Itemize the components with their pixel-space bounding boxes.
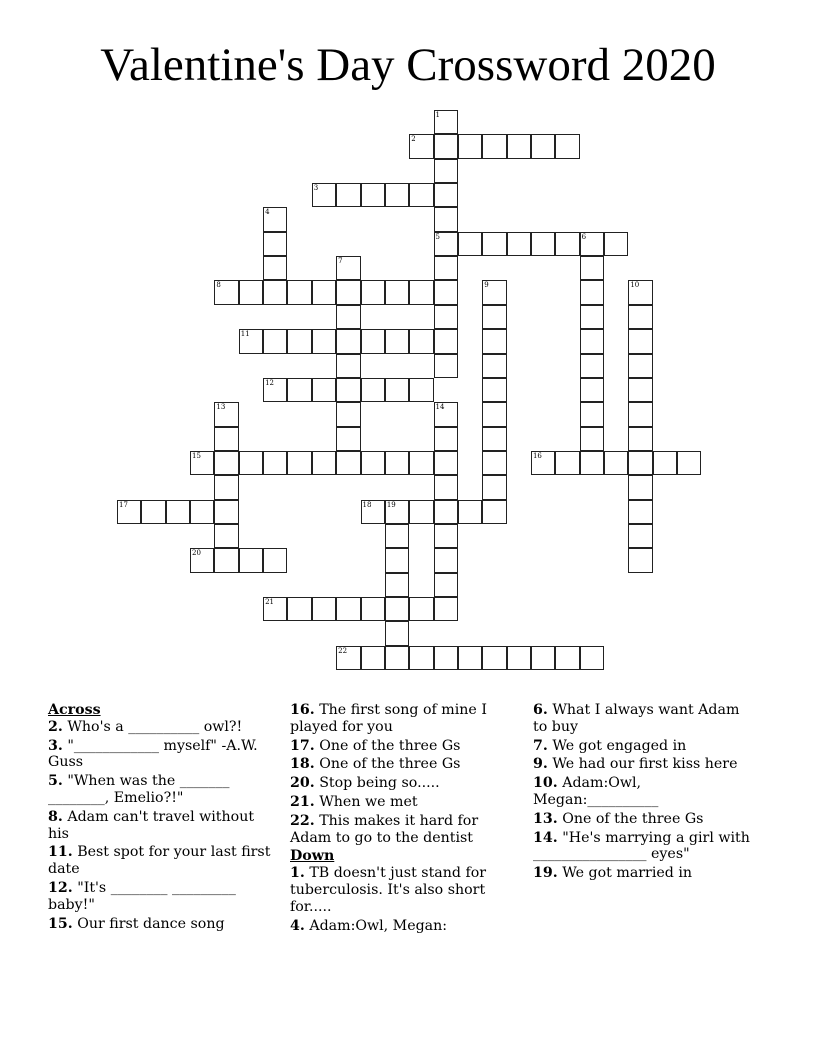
grid-cell[interactable] [628,280,652,304]
grid-cell[interactable] [409,451,433,475]
grid-cell[interactable] [336,597,360,621]
clue-number: 18. [290,756,315,773]
grid-cell[interactable] [336,183,360,207]
cell-number: 22 [338,646,348,655]
grid-cell[interactable] [434,280,458,304]
grid-cell[interactable] [482,329,506,353]
clue-number: 11. [48,844,73,861]
grid-cell[interactable] [117,500,141,524]
clue-number: 8. [48,808,63,825]
clue-number: 14. [533,829,558,846]
grid-cell[interactable] [336,402,360,426]
cell-number: 14 [435,403,445,412]
grid-cell[interactable] [434,573,458,597]
grid-cell[interactable] [434,329,458,353]
grid-cell[interactable] [628,402,652,426]
grid-cell[interactable] [628,329,652,353]
grid-cell[interactable] [482,475,506,499]
grid-cell[interactable] [336,280,360,304]
grid-cell[interactable] [409,378,433,402]
grid-cell[interactable] [263,548,287,572]
grid-cell[interactable] [190,451,214,475]
grid-cell[interactable] [385,597,409,621]
clue-number: 17. [290,737,315,754]
grid-cell[interactable] [361,329,385,353]
grid-cell[interactable] [458,134,482,158]
clue-text: What I always want Adam to buy [533,702,740,735]
grid-cell[interactable] [434,305,458,329]
grid-cell[interactable] [628,305,652,329]
grid-cell[interactable] [434,500,458,524]
down-clue [533,702,758,736]
cell-number: 8 [216,281,221,290]
grid-cell[interactable] [312,183,336,207]
grid-cell[interactable] [628,354,652,378]
grid-cell[interactable] [385,646,409,670]
grid-cell[interactable] [361,280,385,304]
grid-cell[interactable] [385,451,409,475]
grid-cell[interactable] [555,646,579,670]
grid-cell[interactable] [287,597,311,621]
clue-text: We got engaged in [552,737,687,754]
across-clue [290,738,515,755]
grid-cell[interactable] [482,451,506,475]
cell-number: 5 [435,232,441,241]
clue-text: Stop being so..... [319,775,440,792]
cell-number: 12 [265,378,275,387]
clue-number: 21. [290,793,315,810]
grid-cell[interactable] [312,280,336,304]
grid-cell[interactable] [555,232,579,256]
grid-cell[interactable] [434,524,458,548]
grid-cell[interactable] [482,427,506,451]
grid-cell[interactable] [312,378,336,402]
clue-number: 15. [48,915,73,932]
grid-cell[interactable] [604,232,628,256]
grid-cell[interactable] [434,354,458,378]
grid-cell[interactable] [287,329,311,353]
grid-cell[interactable] [312,597,336,621]
grid-cell[interactable] [555,451,579,475]
grid-cell[interactable] [166,500,190,524]
down-clue [533,865,758,882]
grid-cell[interactable] [409,280,433,304]
grid-cell[interactable] [190,500,214,524]
grid-cell[interactable] [458,500,482,524]
clue-text: "He's marrying a girl with ________________ eyes" [533,829,750,863]
cell-number: 1 [435,111,441,119]
grid-cell[interactable] [190,548,214,572]
grid-cell[interactable] [239,280,263,304]
grid-cell[interactable] [482,378,506,402]
grid-cell[interactable] [628,524,652,548]
grid-cell[interactable] [361,597,385,621]
grid-cell[interactable] [263,232,287,256]
grid-cell[interactable] [361,646,385,670]
grid-cell[interactable] [385,548,409,572]
clue-text: One of the three Gs [319,737,461,754]
grid-cell[interactable] [263,378,287,402]
grid-cell[interactable] [287,378,311,402]
grid-cell[interactable] [434,646,458,670]
grid-cell[interactable] [336,646,360,670]
clue-number: 3. [48,737,63,754]
grid-cell[interactable] [434,232,458,256]
grid-cell[interactable] [555,134,579,158]
grid-cell[interactable] [214,475,238,499]
grid-cell[interactable] [628,548,652,572]
grid-cell[interactable] [458,232,482,256]
cell-number: 15 [192,451,201,460]
clue-number: 13. [533,810,558,827]
cell-number: 10 [630,281,640,290]
clue-text: Who's a __________ owl?! [67,718,243,735]
clue-text: We got married in [562,865,693,882]
grid-cell[interactable] [385,524,409,548]
across-clue [48,916,273,933]
clue-text: One of the three Gs [562,810,704,827]
grid-cell[interactable] [409,500,433,524]
grid-cell[interactable] [263,329,287,353]
grid-cell[interactable] [434,256,458,280]
cell-number: 19 [386,500,396,509]
clue-text: Our first dance song [77,915,225,932]
clue-text: We had our first kiss here [552,756,738,773]
cell-number: 20 [192,549,201,558]
grid-cell[interactable] [434,451,458,475]
down-heading: Down [290,848,335,865]
grid-cell[interactable] [214,524,238,548]
cell-number: 9 [484,281,489,290]
down-clue [290,918,515,935]
grid-cell[interactable] [336,427,360,451]
clues-column-2 [290,702,515,936]
cell-number: 2 [411,135,416,144]
across-clue [48,773,273,807]
down-clue [533,775,758,809]
grid-cell[interactable] [580,402,604,426]
grid-cell[interactable] [580,232,604,256]
grid-cell[interactable] [385,621,409,645]
cell-number: 6 [581,232,587,241]
grid-cell[interactable] [385,280,409,304]
grid-cell[interactable] [214,402,238,426]
grid-cell[interactable] [214,427,238,451]
grid-cell[interactable] [580,256,604,280]
clue-text: "When was the _______ ________, Emelio?!" [48,773,230,806]
down-clue [533,811,758,828]
grid-cell[interactable] [385,183,409,207]
grid-cell[interactable] [531,646,555,670]
grid-cell[interactable] [434,134,458,158]
across-clue [290,775,515,792]
grid-cell[interactable] [409,183,433,207]
clue-number: 6. [533,702,548,718]
clue-number: 4. [290,917,305,934]
page-title: Valentine's Day Crossword 2020 [100,39,716,91]
across-clue [290,756,515,773]
grid-cell[interactable] [628,427,652,451]
across-clue [48,809,273,843]
grid-cell[interactable] [580,646,604,670]
grid-cell[interactable] [482,305,506,329]
clue-number: 2. [48,718,63,735]
clue-number: 16. [290,702,315,718]
grid-cell[interactable] [434,427,458,451]
grid-cell[interactable] [434,475,458,499]
grid-cell[interactable] [361,183,385,207]
clue-number: 10. [533,775,558,792]
grid-cell[interactable] [434,110,458,134]
grid-cell[interactable] [482,354,506,378]
grid-cell[interactable] [482,646,506,670]
clue-number: 7. [533,737,548,754]
grid-cell[interactable] [239,329,263,353]
grid-cell[interactable] [361,378,385,402]
grid-cell[interactable] [628,378,652,402]
grid-cell[interactable] [482,134,506,158]
grid-cell[interactable] [434,597,458,621]
down-clue [533,738,758,755]
grid-cell[interactable] [580,451,604,475]
grid-cell[interactable] [580,378,604,402]
down-clue [533,830,758,864]
grid-cell[interactable] [409,597,433,621]
clue-text: Adam:Owl, Megan: [309,917,448,934]
grid-cell[interactable] [604,451,628,475]
grid-cell[interactable] [239,451,263,475]
grid-cell[interactable] [434,207,458,231]
clues-column-3 [533,702,758,884]
grid-cell[interactable] [385,500,409,524]
cell-number: 18 [362,500,372,509]
grid-cell[interactable] [214,500,238,524]
across-clue [290,702,515,736]
across-clue [48,719,273,736]
grid-cell[interactable] [214,548,238,572]
grid-cell[interactable] [507,646,531,670]
across-clue [290,813,515,847]
grid-cell[interactable] [336,305,360,329]
clue-text: When we met [319,793,418,810]
grid-cell[interactable] [580,329,604,353]
across-clue [48,880,273,914]
grid-cell[interactable] [263,280,287,304]
down-clue [533,756,758,773]
grid-cell[interactable] [628,451,652,475]
grid-cell[interactable] [628,475,652,499]
grid-cell[interactable] [482,402,506,426]
clue-number: 1. [290,865,305,882]
grid-cell[interactable] [361,500,385,524]
grid-cell[interactable] [385,329,409,353]
clue-number: 20. [290,775,315,792]
clues-column-1 [48,702,273,934]
cell-number: 3 [313,184,319,193]
grid-cell[interactable] [482,280,506,304]
cell-number: 11 [240,330,250,339]
grid-cell[interactable] [580,280,604,304]
across-clue [48,844,273,878]
clue-text: This makes it hard for Adam to go to the dentist [290,812,479,846]
clue-text: Best spot for your last first date [48,844,271,878]
grid-cell[interactable] [336,378,360,402]
grid-cell[interactable] [434,402,458,426]
grid-cell[interactable] [385,573,409,597]
clue-number: 12. [48,879,73,896]
grid-cell[interactable] [214,280,238,304]
clue-number: 9. [533,756,548,773]
across-heading: Across [48,702,101,718]
grid-cell[interactable] [312,329,336,353]
grid-cell[interactable] [580,354,604,378]
grid-cell[interactable] [409,646,433,670]
grid-cell[interactable] [336,329,360,353]
grid-cell[interactable] [653,451,677,475]
grid-cell[interactable] [141,500,165,524]
clue-text: Adam can't travel without his [48,808,255,842]
clue-text: One of the three Gs [319,756,461,773]
cell-number: 7 [338,257,343,266]
grid-cell[interactable] [580,427,604,451]
clue-text: TB doesn't just stand for tuberculosis. It's also short for..... [290,865,487,915]
grid-cell[interactable] [482,232,506,256]
cell-number: 16 [532,451,542,460]
cell-number: 21 [265,598,275,606]
grid-cell[interactable] [531,134,555,158]
grid-cell[interactable] [507,232,531,256]
grid-cell[interactable] [239,548,263,572]
grid-cell[interactable] [507,134,531,158]
grid-cell[interactable] [287,280,311,304]
grid-cell[interactable] [531,232,555,256]
grid-cell[interactable] [458,646,482,670]
grid-cell[interactable] [336,256,360,280]
down-clue [290,865,515,915]
grid-cell[interactable] [263,597,287,621]
clue-number: 19. [533,865,558,882]
clue-text: Adam:Owl, Megan:__________ [533,775,659,808]
cell-number: 17 [119,500,128,509]
grid-cell[interactable] [263,207,287,231]
clue-number: 22. [290,812,315,829]
grid-cell[interactable] [628,500,652,524]
grid-cell[interactable] [409,329,433,353]
grid-cell[interactable] [580,305,604,329]
grid-cell[interactable] [287,451,311,475]
grid-cell[interactable] [434,183,458,207]
clue-text: The first song of mine I played for you [290,702,487,735]
grid-cell[interactable] [434,548,458,572]
clue-number: 5. [48,773,63,790]
grid-cell[interactable] [531,451,555,475]
grid-cell[interactable] [409,134,433,158]
grid-cell[interactable] [263,451,287,475]
across-clue [290,794,515,811]
grid-cell[interactable] [312,451,336,475]
cell-number: 13 [216,403,226,412]
grid-cell[interactable] [361,451,385,475]
across-clue [48,738,273,772]
grid-cell[interactable] [336,354,360,378]
clue-text: "____________ myself" -A.W. Guss [48,737,258,771]
clue-text: "It's ________ _________ baby!" [48,879,236,913]
grid-cell[interactable] [385,378,409,402]
grid-cell[interactable] [336,451,360,475]
grid-cell[interactable] [434,159,458,183]
grid-cell[interactable] [482,500,506,524]
grid-cell[interactable] [263,256,287,280]
grid-cell[interactable] [214,451,238,475]
grid-cell[interactable] [677,451,701,475]
cell-number: 4 [265,208,270,217]
